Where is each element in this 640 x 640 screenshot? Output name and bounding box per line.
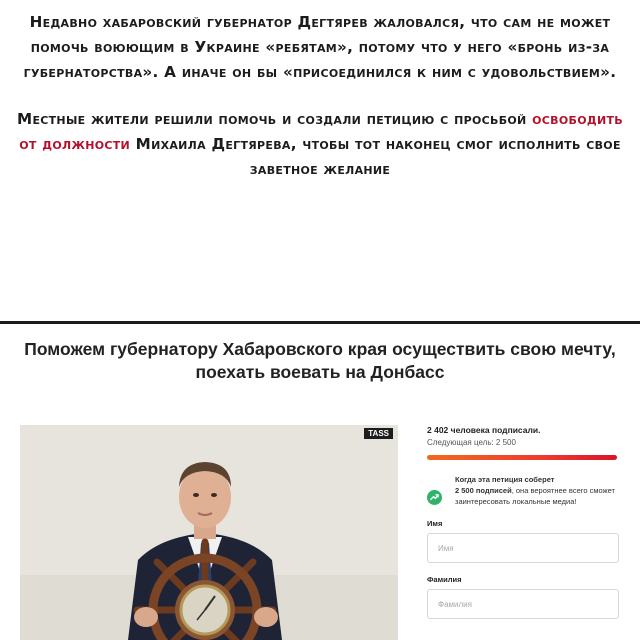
- intro-paragraph-1: Недавно хабаровский губернатор Дегтярев жаловался, что сам не может помочь воюющим в Украине «ребятам», потому что у него «бронь из-за губернаторства». А иначе он бы «присоединился к ним с удовольствием».: [23, 13, 617, 81]
- intro-highlight: освободить от должности: [19, 110, 623, 153]
- photo-credit-badge: TASS: [364, 428, 393, 439]
- petition-photo: [20, 425, 398, 640]
- signature-progress-bar: [427, 455, 617, 460]
- promo-block: [427, 474, 627, 507]
- governor-photo-illustration: [20, 425, 398, 640]
- intro-text-after: Михаила Дегтярева, чтобы тот наконец смог исполнить свое заветное желание: [130, 135, 621, 178]
- promo-bold: 2 500 подписей: [455, 486, 512, 495]
- first-name-label: Имя: [427, 519, 443, 528]
- signature-count: 2 402 человека подписали.: [427, 425, 541, 435]
- promo-prefix: Когда эта петиция соберет: [455, 475, 555, 484]
- last-name-input[interactable]: [427, 589, 619, 619]
- divider: [0, 321, 640, 324]
- trend-up-icon: [427, 490, 442, 505]
- promo-text: [455, 474, 627, 507]
- intro-text-before: Местные жители решили помочь и создали петицию с просьбой: [17, 110, 533, 128]
- petition-sidebar: [427, 425, 627, 619]
- intro-text: [16, 10, 624, 182]
- first-name-input[interactable]: [427, 533, 619, 563]
- signature-goal: Следующая цель: 2 500: [427, 438, 516, 447]
- petition-title: Поможем губернатору Хабаровского края осуществить свою мечту, поехать воевать на Донбасс: [24, 339, 616, 382]
- promo-suffix: , она вероятнее всего сможет заинтересовать локальные медиа!: [455, 486, 615, 506]
- last-name-label: Фамилия: [427, 575, 462, 584]
- intro-paragraph-2: [16, 107, 624, 182]
